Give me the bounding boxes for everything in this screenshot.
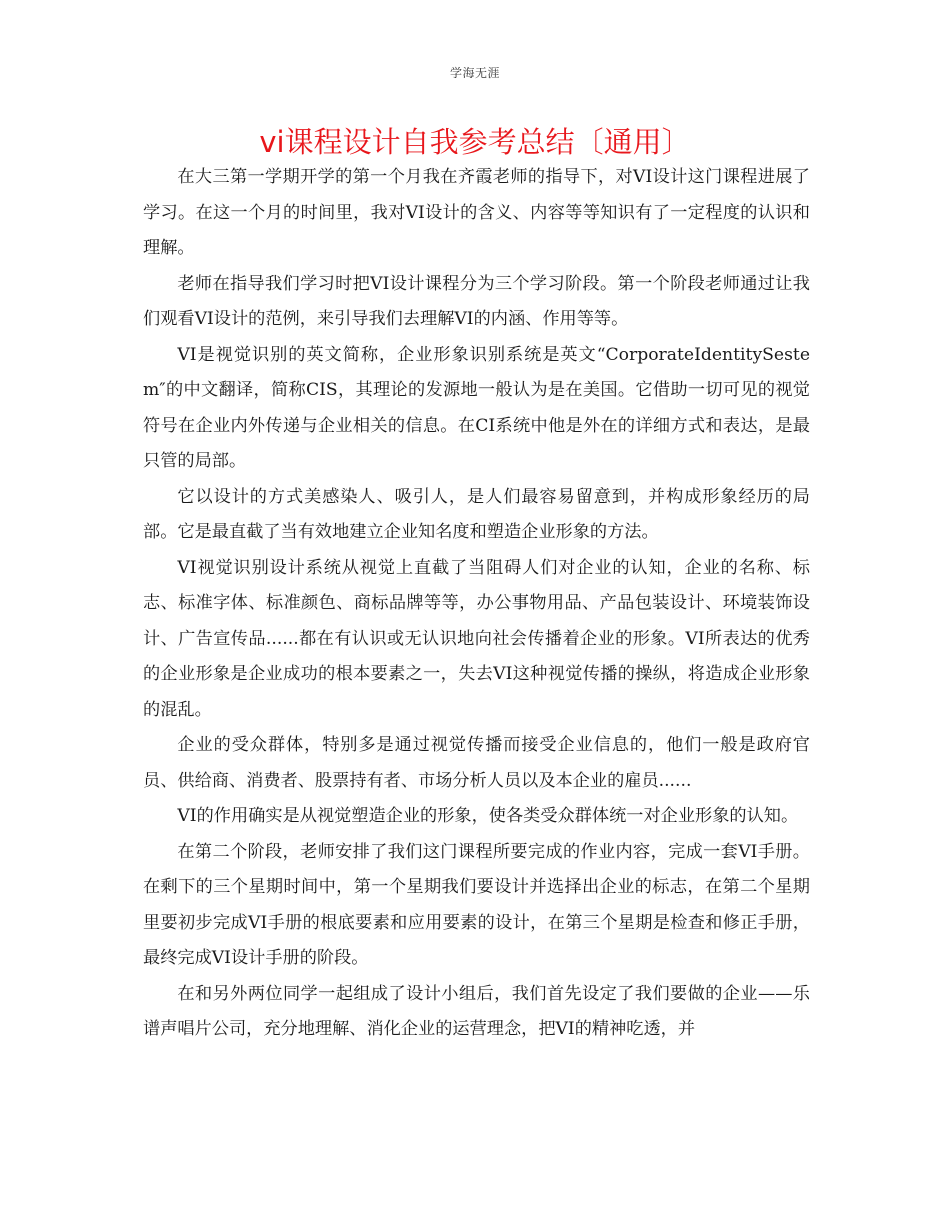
paragraph: 在大三第一学期开学的第一个月我在齐霞老师的指导下，对VI设计这门课程进展了学习。在这一个月的时间里，我对VI设计的含义、内容等等知识有了一定程度的认识和理解。	[143, 167, 810, 258]
document-body	[143, 160, 810, 1048]
page-header: 学海无涯	[449, 66, 500, 80]
paragraph: 老师在指导我们学习时把VI设计课程分为三个学习阶段。第一个阶段老师通过让我们观看VI设计的范例，来引导我们去理解VI的内涵、作用等等。	[143, 273, 810, 329]
paragraph: 企业的受众群体，特别多是通过视觉传播而接受企业信息的，他们一般是政府官员、供给商、消费者、股票持有者、市场分析人员以及本企业的雇员......	[143, 735, 810, 791]
paragraph: VI的作用确实是从视觉塑造企业的形象，使各类受众群体统一对企业形象的认知。	[177, 806, 799, 826]
paragraph: 在和另外两位同学一起组成了设计小组后，我们首先设定了我们要做的企业——乐谱声唱片公司，充分地理解、消化企业的运营理念，把VI的精神吃透，并	[143, 983, 810, 1039]
paragraph: 在第二个阶段，老师安排了我们这门课程所要完成的作业内容，完成一套VI手册。在剩下的三个星期时间中，第一个星期我们要设计并选择出企业的标志，在第二个星期里要初步完成VI手册的根底要素和应用要素的设计，在第三个星期是检查和修正手册，最终完成VI设计手册的阶段。	[143, 841, 810, 968]
paragraph: VI是视觉识别的英文简称，企业形象识别系统是英文“CorporateIdentitySestem″的中文翻译，简称CIS，其理论的发源地一般认为是在美国。它借助一切可见的视觉符号在企业内外传递与企业相关的信息。在CI系统中他是外在的详细方式和表达，是最只管的局部。	[143, 344, 810, 471]
paragraph: 它以设计的方式美感染人、吸引人，是人们最容易留意到，并构成形象经历的局部。它是最直截了当有效地建立企业知名度和塑造企业形象的方法。	[143, 486, 810, 542]
document-title: vi课程设计自我参考总结〔通用〕	[259, 125, 691, 159]
paragraph: VI视觉识别设计系统从视觉上直截了当阻碍人们对企业的认知，企业的名称、标志、标准字体、标准颜色、商标品牌等等，办公事物用品、产品包装设计、环境装饰设计、广告宣传品......都在有认识或无认识地向社会传播着企业的形象。VI所表达的优秀的企业形象是企业成功的根本要素之一，失去VI这种视觉传播的操纵，将造成企业形象的混乱。	[143, 557, 810, 720]
